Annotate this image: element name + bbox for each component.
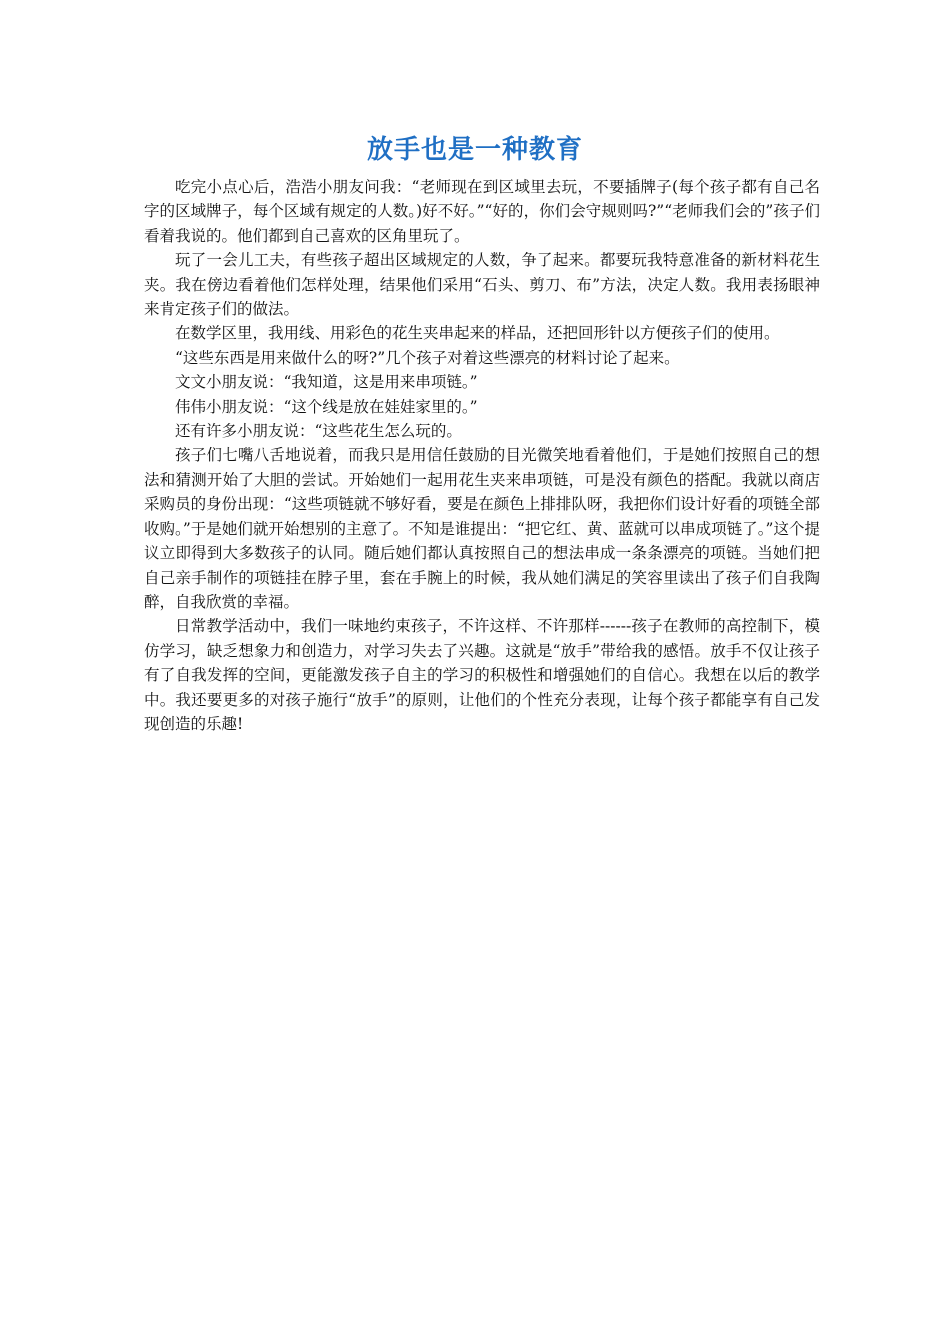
- paragraph-7: 还有许多小朋友说：“这些花生怎么玩的。: [175, 422, 462, 441]
- paragraph-9: 日常教学活动中，我们一味地约束孩子，不许这样、不许那样------孩子在教师的高控制下，模仿学习，缺乏想象力和创造力，对学习失去了兴趣。这就是“放手”带给我的感悟。放手不仅让孩子有了自我发挥的空间，更能激发孩子自主的学习的积极性和增强她们的自信心。我想在以后的教学中。我还要更多的对孩子施行“放手”的原则，让他们的个性充分表现，让每个孩子都能享有自己发现创造的乐趣!: [144, 617, 820, 733]
- document-title: 放手也是一种教育: [366, 135, 583, 165]
- document-body: [144, 175, 820, 736]
- paragraph-1: 吃完小点心后，浩浩小朋友问我：“老师现在到区域里去玩，不要插牌子(每个孩子都有自己名字的区域牌子，每个区域有规定的人数。)好不好。”“好的，你们会守规则吗?”“老师我们会的”孩子们看着我说的。他们都到自己喜欢的区角里玩了。: [144, 178, 820, 245]
- paragraph-3: 在数学区里，我用线、用彩色的花生夹串起来的样品，还把回形针以方便孩子们的使用。: [175, 324, 780, 343]
- paragraph-4: “这些东西是用来做什么的呀?”几个孩子对着这些漂亮的材料讨论了起来。: [175, 348, 680, 367]
- paragraph-6: 伟伟小朋友说：“这个线是放在娃娃家里的。”: [175, 397, 478, 416]
- paragraph-2: 玩了一会儿工夫，有些孩子超出区域规定的人数，争了起来。都要玩我特意准备的新材料花生夹。我在傍边看着他们怎样处理，结果他们采用“石头、剪刀、布”方法，决定人数。我用表扬眼神来肯定孩子们的做法。: [144, 251, 820, 319]
- paragraph-8: 孩子们七嘴八舌地说着，而我只是用信任鼓励的目光微笑地看着他们，于是她们按照自己的想法和猜测开始了大胆的尝试。开始她们一起用花生夹来串项链，可是没有颜色的搭配。我就以商店采购员的身份出现：“这些项链就不够好看，要是在颜色上排排队呀，我把你们设计好看的项链全部收购。”于是她们就开始想别的主意了。不知是谁提出：“把它红、黄、蓝就可以串成项链了。”这个提议立即得到大多数孩子的认同。随后她们都认真按照自己的想法串成一条条漂亮的项链。当她们把自己亲手制作的项链挂在脖子里，套在手腕上的时候，我从她们满足的笑容里读出了孩子们自我陶醉，自我欣赏的幸福。: [144, 446, 820, 611]
- paragraph-5: 文文小朋友说：“我知道，这是用来串项链。”: [175, 373, 478, 392]
